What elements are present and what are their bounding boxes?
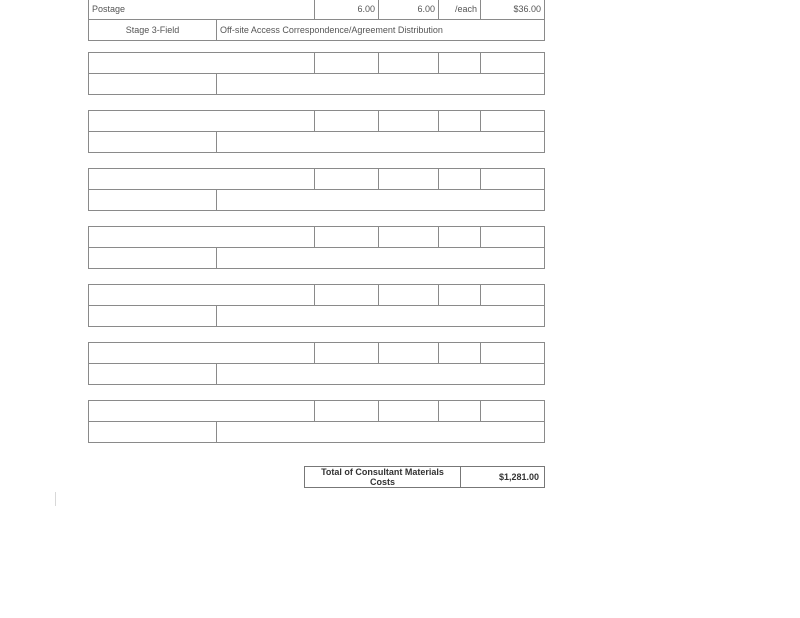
empty-item-row <box>89 53 545 74</box>
empty-detail-row <box>89 132 545 153</box>
empty-detail-row <box>89 364 545 385</box>
empty-detail-row <box>89 190 545 211</box>
empty-item-block <box>88 342 545 385</box>
empty-item-row <box>89 343 545 364</box>
empty-detail-row <box>89 74 545 95</box>
item-cost: $36.00 <box>481 0 545 20</box>
item-row <box>89 0 545 20</box>
item-stage: Stage 3-Field <box>89 20 217 41</box>
total-value: $1,281.00 <box>461 467 545 488</box>
item-detail-row <box>89 20 545 41</box>
empty-detail-row <box>89 306 545 327</box>
item-notes: Off-site Access Correspondence/Agreement Distribution <box>217 20 545 41</box>
scan-artifact <box>55 492 59 506</box>
empty-item-block <box>88 110 545 153</box>
item-description: Postage <box>89 0 315 20</box>
empty-detail-row <box>89 422 545 443</box>
total-label: Total of Consultant Materials Costs <box>305 467 461 488</box>
empty-item-block <box>88 226 545 269</box>
empty-item-block <box>88 284 545 327</box>
empty-item-row <box>89 401 545 422</box>
item-rate: 6.00 <box>379 0 439 20</box>
total-materials-box <box>304 466 545 488</box>
empty-item-block <box>88 400 545 443</box>
empty-item-row <box>89 227 545 248</box>
empty-item-row <box>89 285 545 306</box>
empty-item-row <box>89 169 545 190</box>
item-quantity: 6.00 <box>315 0 379 20</box>
materials-item-block <box>88 0 545 41</box>
empty-item-block <box>88 168 545 211</box>
empty-item-row <box>89 111 545 132</box>
item-unit: /each <box>439 0 481 20</box>
empty-detail-row <box>89 248 545 269</box>
empty-item-block <box>88 52 545 95</box>
